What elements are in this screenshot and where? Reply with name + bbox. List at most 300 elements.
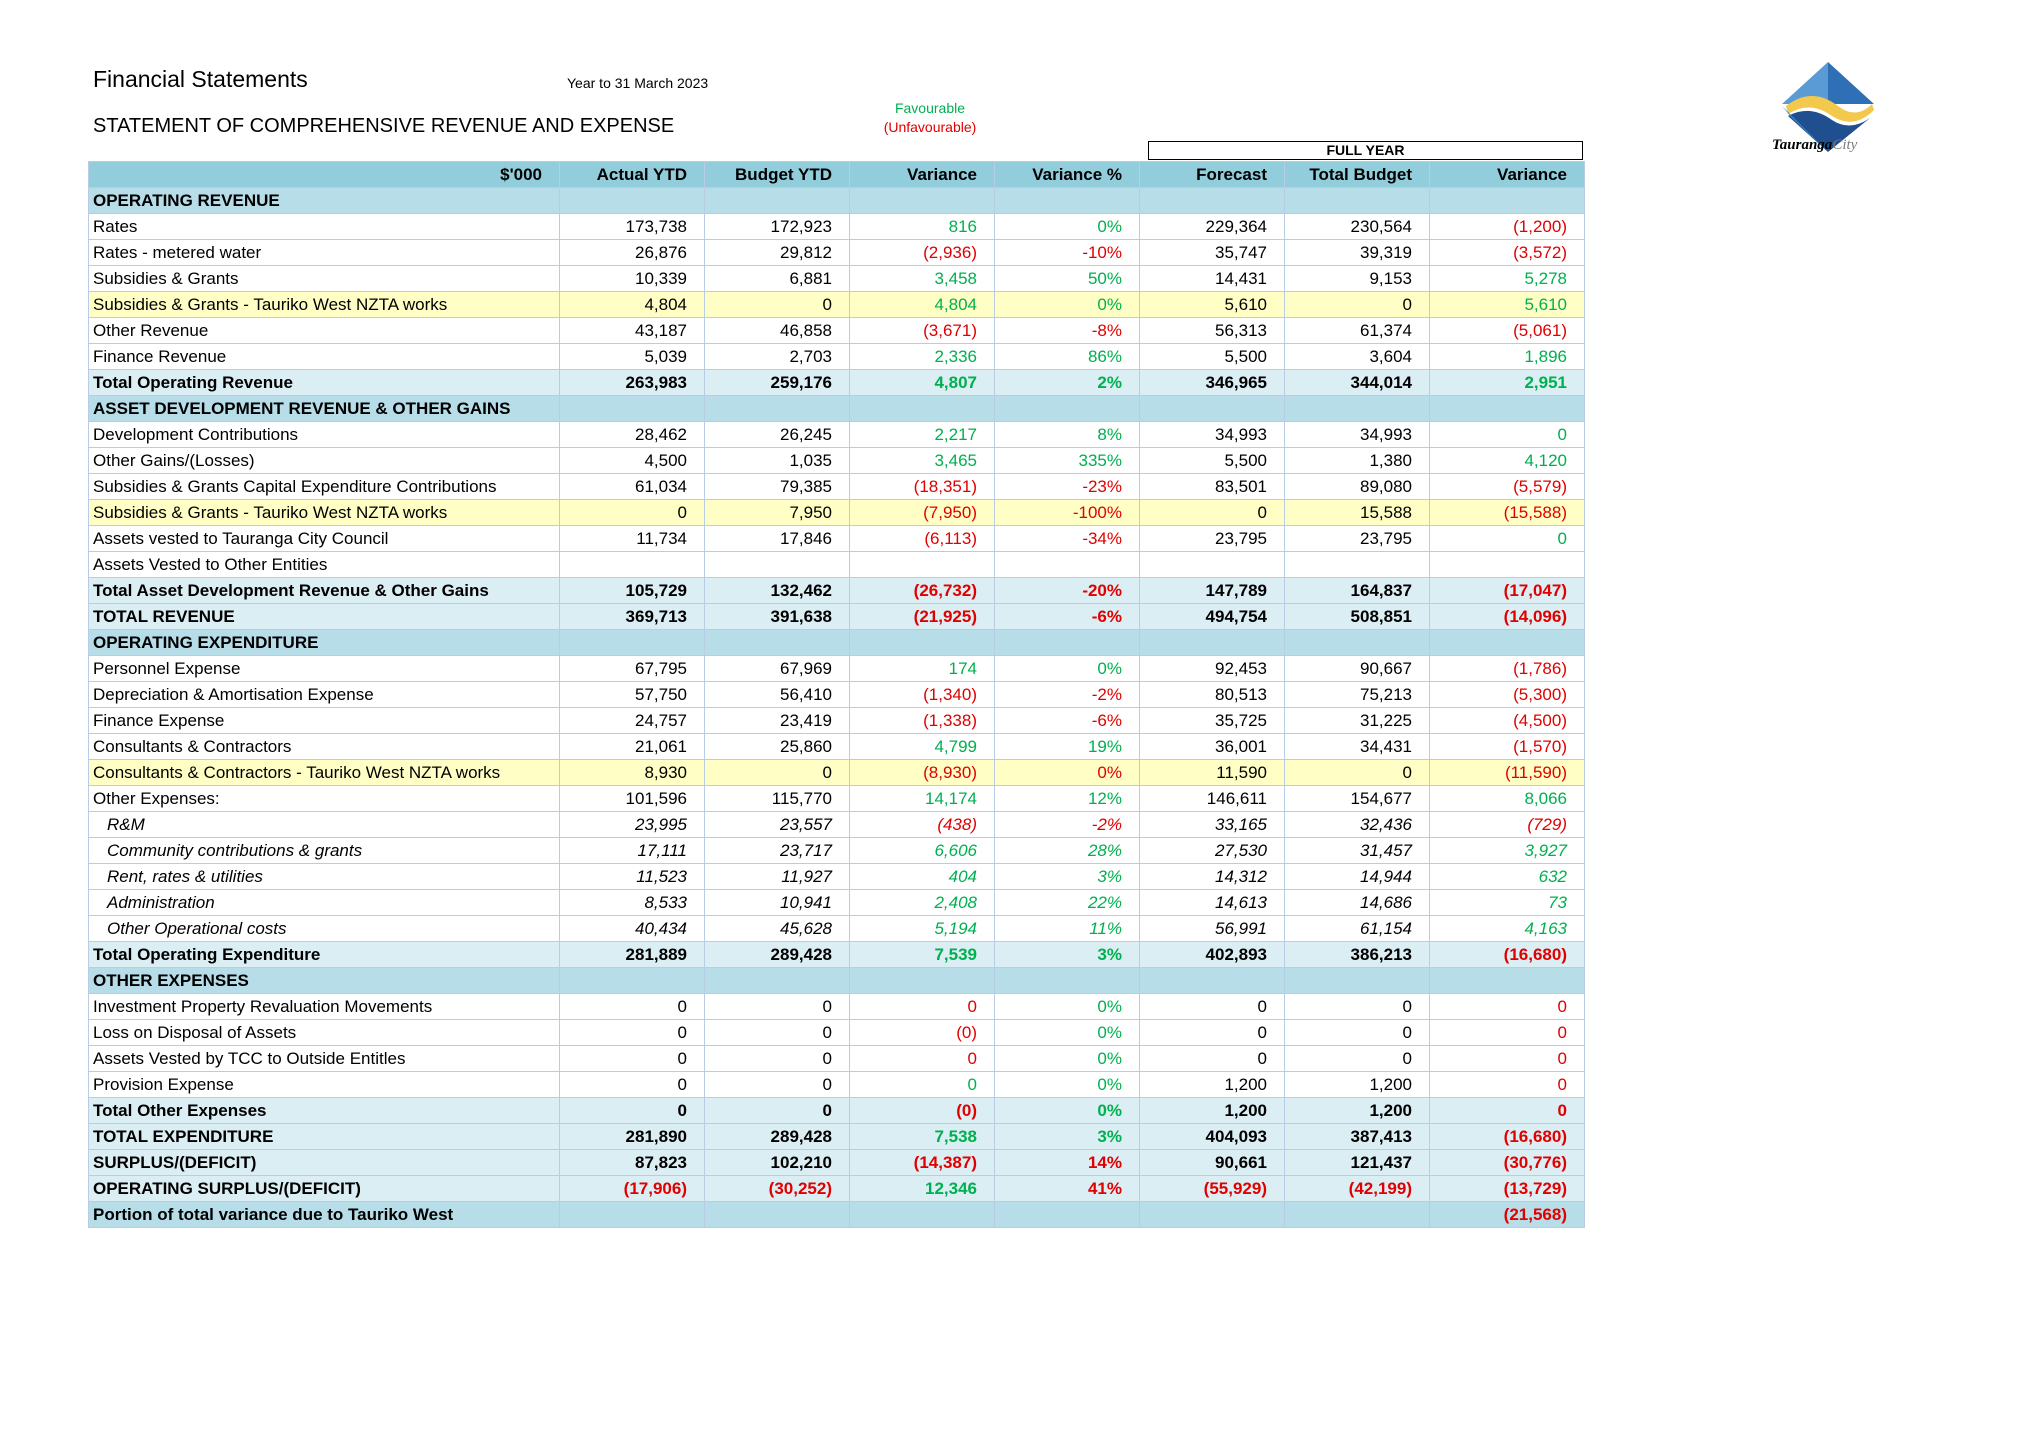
row-value: 19%: [995, 734, 1140, 760]
row-value: 369,713: [560, 604, 705, 630]
row-value: 4,120: [1430, 448, 1585, 474]
row-value: [705, 630, 850, 656]
row-value: 31,457: [1285, 838, 1430, 864]
table-row: [89, 656, 1585, 682]
row-value: 404,093: [1140, 1124, 1285, 1150]
row-value: 154,677: [1285, 786, 1430, 812]
row-value: 3%: [995, 864, 1140, 890]
row-value: (42,199): [1285, 1176, 1430, 1202]
total-row: [89, 942, 1585, 968]
row-label: OTHER EXPENSES: [89, 968, 560, 994]
row-value: 5,278: [1430, 266, 1585, 292]
row-value: 0: [850, 994, 995, 1020]
table-row: [89, 1020, 1585, 1046]
row-value: 0: [1430, 994, 1585, 1020]
row-value: [1285, 552, 1430, 578]
row-value: 0: [1285, 1046, 1430, 1072]
table-row: [89, 344, 1585, 370]
row-value: 61,154: [1285, 916, 1430, 942]
row-value: 79,385: [705, 474, 850, 500]
row-value: 2,217: [850, 422, 995, 448]
row-value: 0%: [995, 292, 1140, 318]
row-label: OPERATING SURPLUS/(DEFICIT): [89, 1176, 560, 1202]
table-row: [89, 500, 1585, 526]
row-value: 0: [1140, 1046, 1285, 1072]
row-value: 164,837: [1285, 578, 1430, 604]
row-value: 35,725: [1140, 708, 1285, 734]
row-value: (13,729): [1430, 1176, 1585, 1202]
row-value: 9,153: [1285, 266, 1430, 292]
row-value: 26,245: [705, 422, 850, 448]
row-label: Assets Vested by TCC to Outside Entitles: [89, 1046, 560, 1072]
row-label: Investment Property Revaluation Movements: [89, 994, 560, 1020]
row-value: 34,993: [1285, 422, 1430, 448]
row-value: 23,557: [705, 812, 850, 838]
row-value: (18,351): [850, 474, 995, 500]
row-value: [560, 968, 705, 994]
row-value: [705, 188, 850, 214]
row-label: OPERATING EXPENDITURE: [89, 630, 560, 656]
row-value: 5,500: [1140, 344, 1285, 370]
row-value: (17,047): [1430, 578, 1585, 604]
row-label: Assets Vested to Other Entities: [89, 552, 560, 578]
row-value: 0: [705, 1098, 850, 1124]
row-value: 5,610: [1140, 292, 1285, 318]
statement-title: STATEMENT OF COMPREHENSIVE REVENUE AND EXPENSE: [93, 115, 675, 137]
row-value: [995, 188, 1140, 214]
row-value: 5,039: [560, 344, 705, 370]
row-value: 346,965: [1140, 370, 1285, 396]
row-value: 4,799: [850, 734, 995, 760]
favourable-label: Favourable: [894, 100, 966, 116]
row-value: (4,500): [1430, 708, 1585, 734]
row-value: (0): [850, 1020, 995, 1046]
row-value: 90,661: [1140, 1150, 1285, 1176]
row-value: 132,462: [705, 578, 850, 604]
column-header: Total Budget: [1285, 162, 1430, 188]
row-value: 1,200: [1140, 1072, 1285, 1098]
row-value: 7,539: [850, 942, 995, 968]
row-value: (30,776): [1430, 1150, 1585, 1176]
row-value: 2,951: [1430, 370, 1585, 396]
row-value: 0: [850, 1046, 995, 1072]
row-value: 14,312: [1140, 864, 1285, 890]
row-value: 2,336: [850, 344, 995, 370]
row-value: [1285, 396, 1430, 422]
row-value: 3,604: [1285, 344, 1430, 370]
row-value: 0: [1430, 422, 1585, 448]
row-value: (1,340): [850, 682, 995, 708]
row-value: 391,638: [705, 604, 850, 630]
row-value: 289,428: [705, 1124, 850, 1150]
row-value: 11,734: [560, 526, 705, 552]
row-value: [1140, 968, 1285, 994]
table-body: [89, 188, 1585, 1228]
logo-wordmark: [1772, 137, 1857, 154]
row-value: 816: [850, 214, 995, 240]
section-row: [89, 1202, 1585, 1228]
row-value: 11,590: [1140, 760, 1285, 786]
row-label: Rent, rates & utilities: [89, 864, 560, 890]
row-value: 8,066: [1430, 786, 1585, 812]
row-value: 11%: [995, 916, 1140, 942]
row-value: [1285, 630, 1430, 656]
row-value: 29,812: [705, 240, 850, 266]
row-value: [1140, 630, 1285, 656]
row-value: 0%: [995, 1020, 1140, 1046]
row-value: 0: [705, 292, 850, 318]
table-row: [89, 552, 1585, 578]
row-value: [995, 1202, 1140, 1228]
row-value: 3,927: [1430, 838, 1585, 864]
row-value: 281,890: [560, 1124, 705, 1150]
row-value: 335%: [995, 448, 1140, 474]
row-value: 14,944: [1285, 864, 1430, 890]
section-row: [89, 968, 1585, 994]
row-value: (7,950): [850, 500, 995, 526]
row-value: (3,671): [850, 318, 995, 344]
row-value: [560, 552, 705, 578]
logo-name: Tauranga: [1772, 137, 1833, 153]
row-value: 67,969: [705, 656, 850, 682]
row-value: [850, 1202, 995, 1228]
row-value: 0: [705, 1046, 850, 1072]
row-value: [1140, 396, 1285, 422]
row-value: 32,436: [1285, 812, 1430, 838]
table-row: [89, 318, 1585, 344]
row-label: Provision Expense: [89, 1072, 560, 1098]
row-value: 41%: [995, 1176, 1140, 1202]
row-value: 0%: [995, 994, 1140, 1020]
row-value: 46,858: [705, 318, 850, 344]
row-value: 12,346: [850, 1176, 995, 1202]
row-value: 34,993: [1140, 422, 1285, 448]
row-value: 10,339: [560, 266, 705, 292]
row-value: 73: [1430, 890, 1585, 916]
row-value: 402,893: [1140, 942, 1285, 968]
row-value: (729): [1430, 812, 1585, 838]
row-value: 1,200: [1285, 1098, 1430, 1124]
row-value: [850, 552, 995, 578]
row-value: 86%: [995, 344, 1140, 370]
row-value: 115,770: [705, 786, 850, 812]
row-value: 386,213: [1285, 942, 1430, 968]
row-value: 75,213: [1285, 682, 1430, 708]
row-value: 0: [705, 760, 850, 786]
row-value: 4,804: [850, 292, 995, 318]
row-value: 61,034: [560, 474, 705, 500]
row-value: 8%: [995, 422, 1140, 448]
row-value: [995, 552, 1140, 578]
row-value: 50%: [995, 266, 1140, 292]
total-row: [89, 1150, 1585, 1176]
column-header: Actual YTD: [560, 162, 705, 188]
row-value: (438): [850, 812, 995, 838]
page-title: Financial Statements: [93, 66, 308, 92]
row-value: 14%: [995, 1150, 1140, 1176]
row-value: [995, 396, 1140, 422]
row-value: 229,364: [1140, 214, 1285, 240]
table-row: [89, 526, 1585, 552]
row-value: [1430, 188, 1585, 214]
row-label: Subsidies & Grants - Tauriko West NZTA works: [89, 292, 560, 318]
row-value: (17,906): [560, 1176, 705, 1202]
row-value: 0: [1285, 1020, 1430, 1046]
row-value: 23,795: [1285, 526, 1430, 552]
row-value: 0%: [995, 1046, 1140, 1072]
row-value: 7,950: [705, 500, 850, 526]
row-value: [995, 630, 1140, 656]
row-value: 28%: [995, 838, 1140, 864]
row-value: 0%: [995, 760, 1140, 786]
row-value: [850, 968, 995, 994]
row-value: 0: [1285, 292, 1430, 318]
row-value: 0: [1285, 760, 1430, 786]
row-label: Other Operational costs: [89, 916, 560, 942]
table-row: [89, 682, 1585, 708]
row-value: (14,387): [850, 1150, 995, 1176]
row-label: R&M: [89, 812, 560, 838]
table-row: [89, 1046, 1585, 1072]
row-value: 14,613: [1140, 890, 1285, 916]
table-row: [89, 864, 1585, 890]
row-value: 4,807: [850, 370, 995, 396]
row-value: (16,680): [1430, 942, 1585, 968]
row-value: 14,174: [850, 786, 995, 812]
row-value: [560, 630, 705, 656]
row-value: -8%: [995, 318, 1140, 344]
row-value: 0%: [995, 1098, 1140, 1124]
row-value: 4,804: [560, 292, 705, 318]
row-value: 259,176: [705, 370, 850, 396]
row-value: -10%: [995, 240, 1140, 266]
row-value: [705, 396, 850, 422]
row-value: 45,628: [705, 916, 850, 942]
row-value: 0%: [995, 1072, 1140, 1098]
row-value: 92,453: [1140, 656, 1285, 682]
row-value: 61,374: [1285, 318, 1430, 344]
column-header: Forecast: [1140, 162, 1285, 188]
row-value: -23%: [995, 474, 1140, 500]
column-header: Variance: [850, 162, 995, 188]
row-value: 0: [1430, 1046, 1585, 1072]
row-label: Other Expenses:: [89, 786, 560, 812]
row-value: 174: [850, 656, 995, 682]
row-label: Portion of total variance due to Tauriko West: [89, 1202, 560, 1228]
total-row: [89, 1124, 1585, 1150]
row-value: 404: [850, 864, 995, 890]
row-value: [1430, 630, 1585, 656]
row-value: 0: [1140, 1020, 1285, 1046]
row-value: 281,889: [560, 942, 705, 968]
financial-table: [88, 161, 1585, 1228]
row-value: 2,703: [705, 344, 850, 370]
row-value: 8,930: [560, 760, 705, 786]
row-value: 56,313: [1140, 318, 1285, 344]
row-value: 10,941: [705, 890, 850, 916]
row-value: 172,923: [705, 214, 850, 240]
row-label: Loss on Disposal of Assets: [89, 1020, 560, 1046]
row-value: -2%: [995, 682, 1140, 708]
table-row: [89, 734, 1585, 760]
row-value: 0: [560, 500, 705, 526]
row-value: 5,194: [850, 916, 995, 942]
row-value: 0: [560, 1072, 705, 1098]
row-value: 173,738: [560, 214, 705, 240]
total-row: [89, 578, 1585, 604]
row-value: (26,732): [850, 578, 995, 604]
row-value: [1285, 188, 1430, 214]
row-value: (21,925): [850, 604, 995, 630]
row-label: Total Operating Revenue: [89, 370, 560, 396]
row-value: (5,300): [1430, 682, 1585, 708]
row-value: [1430, 396, 1585, 422]
row-value: [850, 396, 995, 422]
row-value: 105,729: [560, 578, 705, 604]
total-row: [89, 1176, 1585, 1202]
row-value: (1,338): [850, 708, 995, 734]
row-value: -34%: [995, 526, 1140, 552]
row-value: 1,200: [1140, 1098, 1285, 1124]
row-label: Rates - metered water: [89, 240, 560, 266]
row-value: 3%: [995, 1124, 1140, 1150]
row-value: 1,380: [1285, 448, 1430, 474]
row-value: (3,572): [1430, 240, 1585, 266]
row-label: Rates: [89, 214, 560, 240]
row-value: 0: [1430, 526, 1585, 552]
row-value: [560, 188, 705, 214]
row-value: 17,846: [705, 526, 850, 552]
row-value: 0: [1140, 994, 1285, 1020]
row-value: (8,930): [850, 760, 995, 786]
row-value: 146,611: [1140, 786, 1285, 812]
table-row: [89, 292, 1585, 318]
row-value: 31,225: [1285, 708, 1430, 734]
row-label: Finance Expense: [89, 708, 560, 734]
row-value: [1430, 968, 1585, 994]
row-label: Personnel Expense: [89, 656, 560, 682]
row-value: 7,538: [850, 1124, 995, 1150]
table-row: [89, 422, 1585, 448]
row-value: (21,568): [1430, 1202, 1585, 1228]
row-value: 40,434: [560, 916, 705, 942]
row-value: 0: [705, 994, 850, 1020]
row-label: TOTAL EXPENDITURE: [89, 1124, 560, 1150]
table-row: [89, 890, 1585, 916]
row-value: 4,500: [560, 448, 705, 474]
full-year-header: FULL YEAR: [1148, 141, 1583, 160]
row-value: (14,096): [1430, 604, 1585, 630]
row-label: Assets vested to Tauranga City Council: [89, 526, 560, 552]
row-label: TOTAL REVENUE: [89, 604, 560, 630]
variance-legend: [860, 99, 1000, 137]
row-value: -2%: [995, 812, 1140, 838]
row-value: [560, 1202, 705, 1228]
table-header-row: [89, 162, 1585, 188]
row-value: 1,896: [1430, 344, 1585, 370]
row-value: 2,408: [850, 890, 995, 916]
row-value: 0: [850, 1072, 995, 1098]
row-value: (2,936): [850, 240, 995, 266]
row-value: (6,113): [850, 526, 995, 552]
period-label: Year to 31 March 2023: [567, 75, 709, 91]
row-value: (0): [850, 1098, 995, 1124]
row-value: [1285, 1202, 1430, 1228]
row-value: 101,596: [560, 786, 705, 812]
row-label: OPERATING REVENUE: [89, 188, 560, 214]
row-value: 22%: [995, 890, 1140, 916]
row-value: 102,210: [705, 1150, 850, 1176]
row-value: 23,419: [705, 708, 850, 734]
row-value: 56,410: [705, 682, 850, 708]
row-value: (5,579): [1430, 474, 1585, 500]
row-value: 87,823: [560, 1150, 705, 1176]
row-value: 56,991: [1140, 916, 1285, 942]
table-row: [89, 474, 1585, 500]
row-value: -6%: [995, 708, 1140, 734]
unfavourable-label: (Unfavourable): [883, 119, 977, 135]
row-value: 43,187: [560, 318, 705, 344]
row-value: 28,462: [560, 422, 705, 448]
section-row: [89, 630, 1585, 656]
row-value: 90,667: [1285, 656, 1430, 682]
row-label: Community contributions & grants: [89, 838, 560, 864]
row-value: 0: [705, 1072, 850, 1098]
row-value: 5,500: [1140, 448, 1285, 474]
table-row: [89, 214, 1585, 240]
row-value: -20%: [995, 578, 1140, 604]
row-label: Consultants & Contractors - Tauriko West NZTA works: [89, 760, 560, 786]
row-value: (11,590): [1430, 760, 1585, 786]
row-value: 15,588: [1285, 500, 1430, 526]
row-value: 0%: [995, 656, 1140, 682]
table-row: [89, 812, 1585, 838]
row-value: 39,319: [1285, 240, 1430, 266]
row-value: 25,860: [705, 734, 850, 760]
row-value: 0: [560, 1020, 705, 1046]
row-label: Development Contributions: [89, 422, 560, 448]
row-value: [1140, 1202, 1285, 1228]
row-label: Other Gains/(Losses): [89, 448, 560, 474]
row-label: Consultants & Contractors: [89, 734, 560, 760]
row-value: 2%: [995, 370, 1140, 396]
column-header: Budget YTD: [705, 162, 850, 188]
row-label: Depreciation & Amortisation Expense: [89, 682, 560, 708]
row-value: 0: [1430, 1098, 1585, 1124]
row-label: ASSET DEVELOPMENT REVENUE & OTHER GAINS: [89, 396, 560, 422]
row-value: 0%: [995, 214, 1140, 240]
row-label: Subsidies & Grants Capital Expenditure Contributions: [89, 474, 560, 500]
row-value: (15,588): [1430, 500, 1585, 526]
row-value: 0: [705, 1020, 850, 1046]
row-value: 6,881: [705, 266, 850, 292]
row-value: 494,754: [1140, 604, 1285, 630]
row-value: 34,431: [1285, 734, 1430, 760]
row-value: 4,163: [1430, 916, 1585, 942]
row-value: 0: [1140, 500, 1285, 526]
total-row: [89, 1098, 1585, 1124]
column-header: $'000: [89, 162, 560, 188]
row-value: 0: [560, 994, 705, 1020]
row-value: 27,530: [1140, 838, 1285, 864]
row-value: [705, 552, 850, 578]
logo-suffix: City: [1832, 137, 1858, 153]
table-row: [89, 240, 1585, 266]
row-value: 17,111: [560, 838, 705, 864]
row-value: [705, 1202, 850, 1228]
row-value: 230,564: [1285, 214, 1430, 240]
row-value: 11,523: [560, 864, 705, 890]
